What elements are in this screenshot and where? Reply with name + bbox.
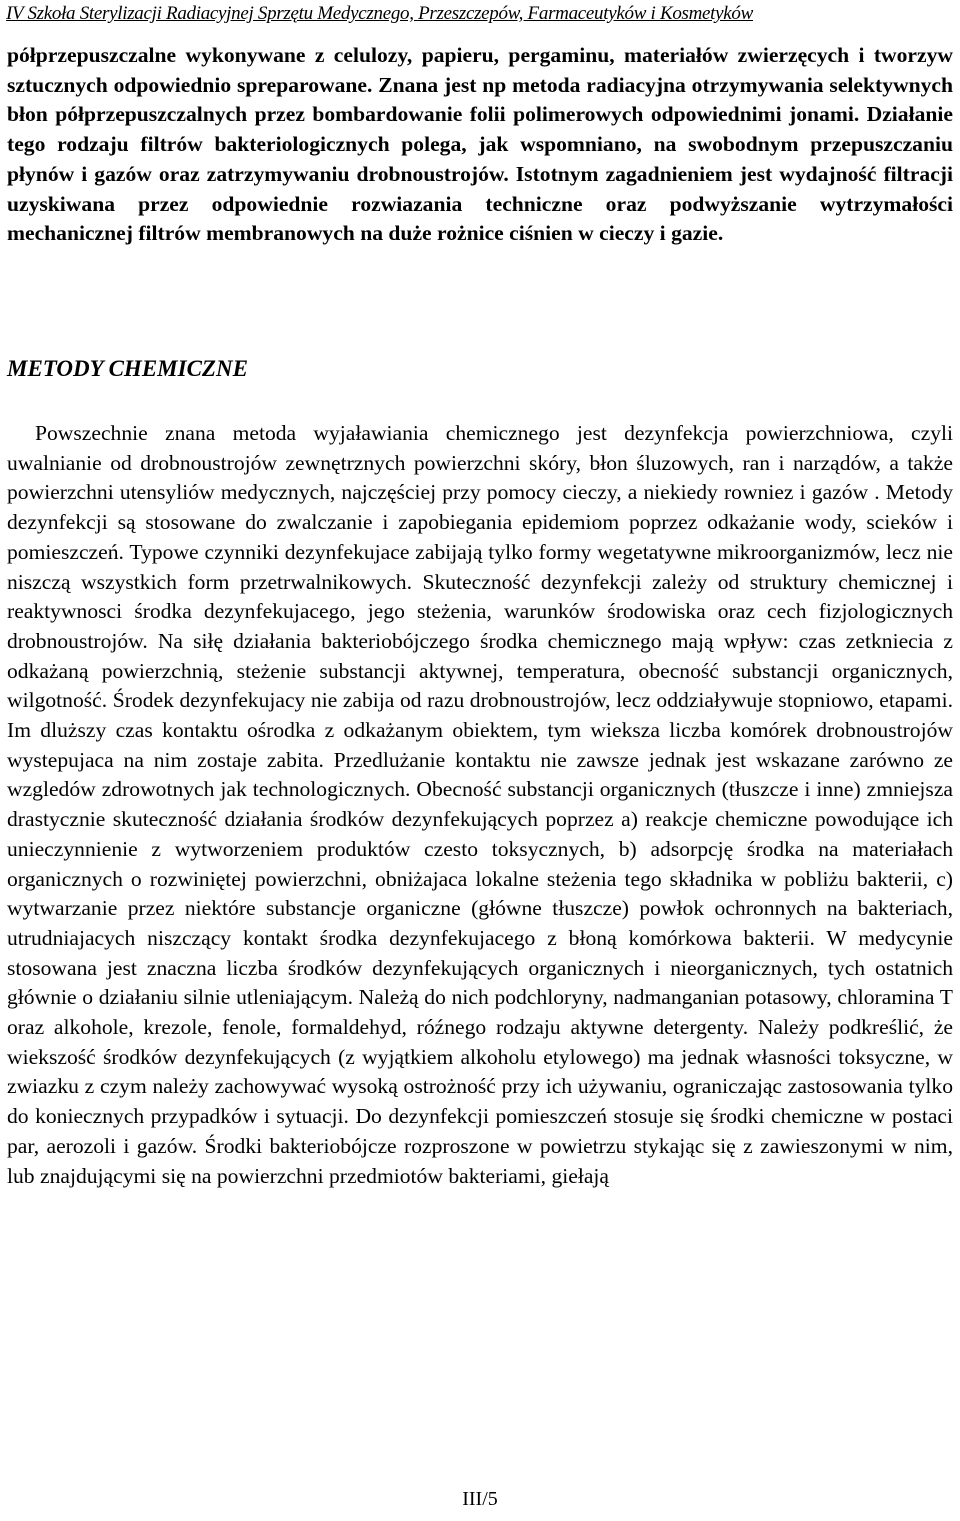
page-number: III/5 [462, 1488, 498, 1510]
body-paragraph-2: Powszechnie znana metoda wyjaławiania chemicznego jest dezynfekcja powierzchniowa, czyli uwalnianie od drobnoustrojów zewnętrznych powierzchni skóry, błon śluzowych, ran i narządów, a także powierzchni utensyliów medycznych, najczęściej przy pomocy cieczy, a niekiedy rowniez i gazów . Metody dezynfekcji są stosowane do zwalczanie i zapobiegania epidemiom poprzez odkażanie wody, scieków i pomieszczeń. Typowe czynniki dezynfekujace zabijają tylko formy wegetatywne mikroorganizmów, lecz nie niszczą wszystkich form przetrwalnikowych. Skuteczność dezynfekcji zależy od struktury chemicznej i reaktywnosci środka dezynfekujacego, jego steżenia, warunków środowiska oraz cech fizjologicznych drobnoustrojów. Na siłę działania bakteriobójczego środka chemicznego mają wpływ: czas zetkniecia z odkażaną powierzchnią, steżenie substancji aktywnej, temperatura, obecność substancji organicznych, wilgotność. Środek dezynfekujacy nie zabija od razu drobnoustrojów, lecz oddziaływuje stopniowo, etapami. Im dluższy czas kontaktu ośrodka z odkażanym obiektem, tym wieksza liczba komórek drobnoustrojów wystepujaca na nim zostaje zabita. Przedlużanie kontaktu nie zawsze jednak jest wskazane zarówno ze wzgledów zdrowotnych jak technologicznych. Obecność substancji organicznych (tłuszcze i inne) zmniejsza drastycznie skuteczność działania środków dezynfekujących poprzez a) reakcje chemiczne powodujące ich unieczynnienie z wytworzeniem produktów czesto toksycznych, b) adsorpcję środka na materiałach organicznych o rozwiniętej powierzchni, obniżajaca lokalne steżenia tego składnika w pobliżu bakterii, c) wytwarzanie przez niektóre substancje organiczne (główne tłuszcze) powłok ochronnych na bakteriach, utrudniajacych niszczący kontakt środka dezynfekujacego z błoną komórkowa bakterii. W medycynie stosowana jest znaczna liczba środków dezynfekujących organicznych i nieorganicznych, tych ostatnich głównie o działaniu silnie utleniającym. Należą do nich podchloryny, nadmanganian potasowy, chloramina T oraz alkohole, krezole, fenole, formaldehyd, róźnego rodzaju aktywne detergenty. Należy podkreślić, że wiekszość środków dezynfekujących (z wyjątkiem alkoholu etylowego) ma jednak własności toksyczne, w zwiazku z czym należy zachowywać wysoką ostrożność przy ich używaniu, ograniczając zastosowania tylko do koniecznych przypadków i sytuacji. Do dezynfekcji pomieszczeń stosuje się środki chemiczne w postaci par, aerozoli i gazów. Środki bakteriobójcze rozproszone w powietrzu stykając się z zawieszonymi w nim, lub znajdującymi się na powierzchni przedmiotów bakteriami, giełają [7, 421, 953, 1188]
body-paragraph-1: półprzepuszczalne wykonywane z celulozy, papieru, pergaminu, materiałów zwierzęcych i tworzyw sztucznych odpowiednio spreparowane. Znana jest np metoda radiacyjna otrzymywania selektywnych błon półprzepuszczalnych przez bombardowanie folii polimerowych odpowiednimi jonami. Działanie tego rodzaju filtrów bakteriologicznych polega, jak wspomniano, na swobodnym przepuszczaniu płynów i gazów oraz zatrzymywaniu drobnoustrojów. Istotnym zagadnieniem jest wydajność filtracji uzyskiwana przez odpowiednie rozwiazania techniczne oraz podwyższanie wytrzymałości mechanicznej filtrów membranowych na duże rożnice ciśnien w cieczy i gazie. [7, 43, 953, 246]
running-header: IV Szkoła Sterylizacji Radiacyjnej Sprzętu Medycznego, Przeszczepów, Farmaceutyków i Kosmetyków [6, 3, 753, 24]
section-heading: METODY CHEMICZNE [7, 356, 248, 381]
